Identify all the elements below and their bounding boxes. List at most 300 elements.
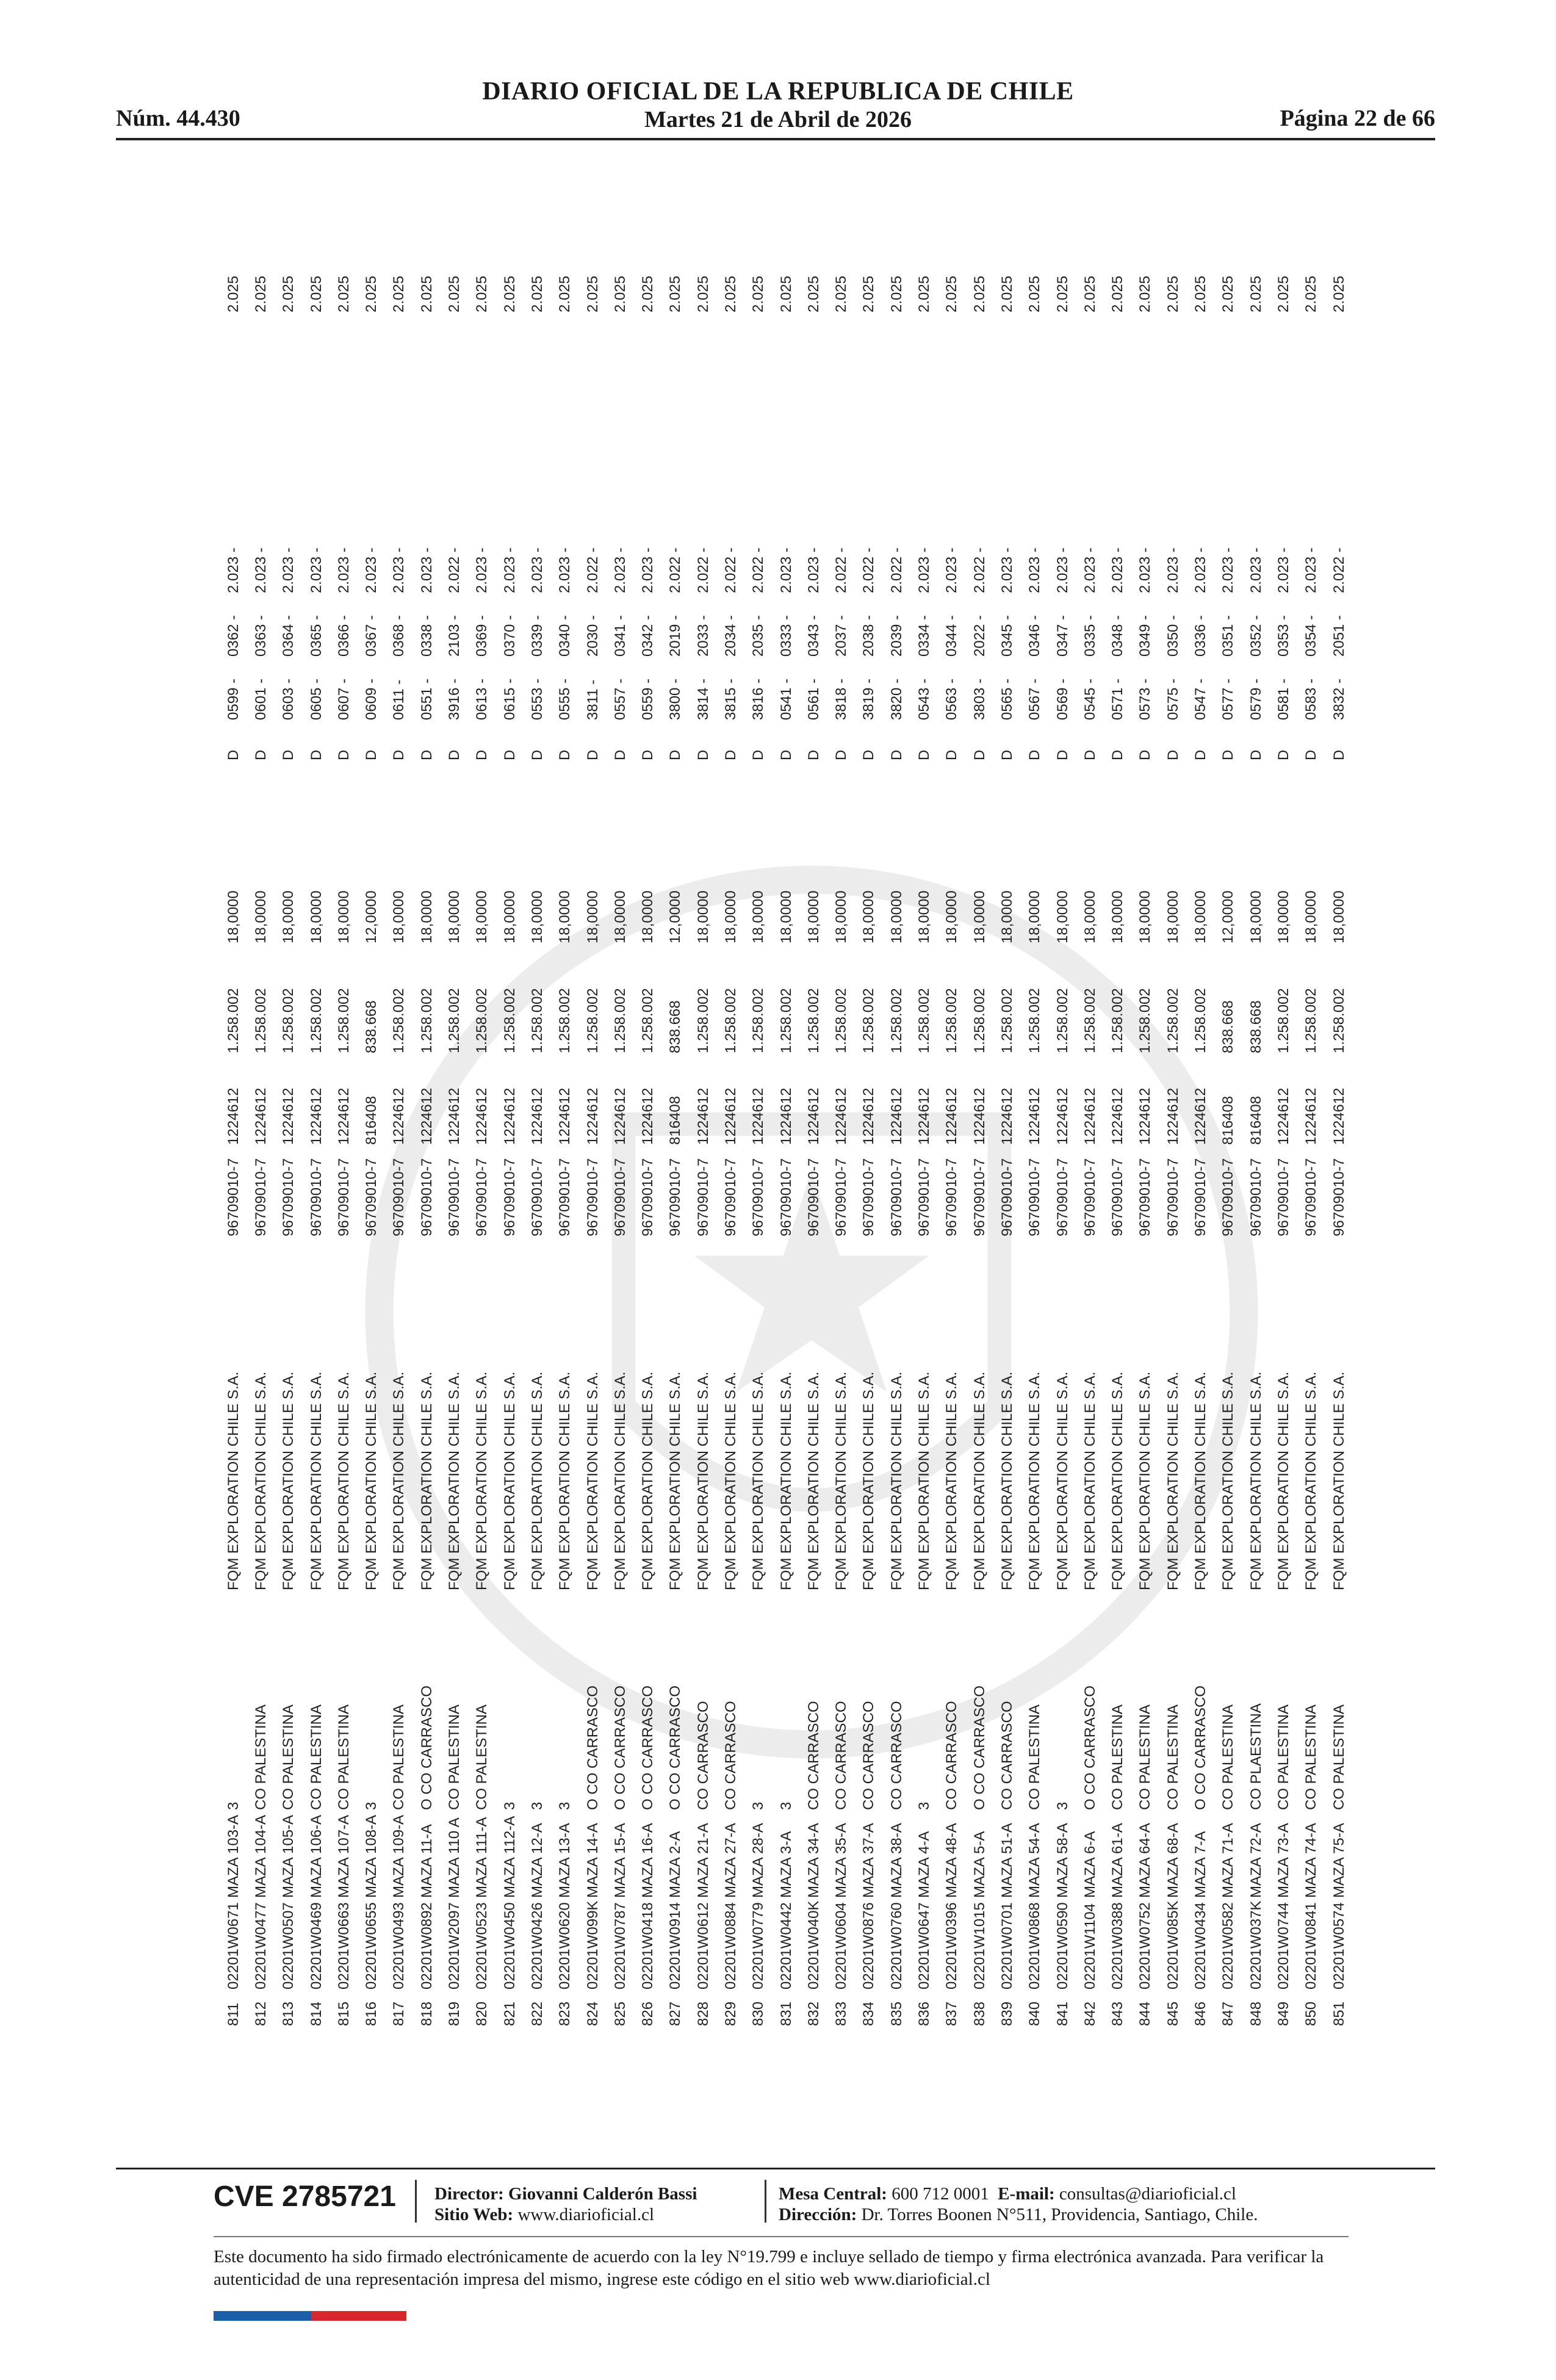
cell-location: O CO CARRASCO bbox=[971, 1685, 988, 1810]
cell-owner: FQM EXPLORATION CHILE S.A. bbox=[750, 1371, 767, 1590]
cell-location: CO PALESTINA bbox=[1026, 1704, 1043, 1810]
cell-location: 3 bbox=[1054, 1801, 1071, 1810]
cell-rol-code: 02201W0450 bbox=[501, 1902, 518, 1989]
cell-period-year: 2.022 - bbox=[584, 547, 601, 593]
cell-year: 2.025 bbox=[1247, 275, 1264, 312]
cell-year: 2.025 bbox=[694, 275, 711, 312]
cell-rol-code: 02201W0507 bbox=[280, 1902, 297, 1989]
cell-surface: 18,0000 bbox=[1081, 890, 1098, 943]
cell-amount: 1.258.002 bbox=[860, 988, 877, 1053]
cell-type: D bbox=[943, 749, 960, 760]
cell-concession-name: MAZA 21-A bbox=[694, 1823, 711, 1898]
cell-start-code: 0563 - bbox=[943, 678, 960, 720]
cell-row-number: 819 bbox=[446, 2001, 463, 2026]
cell-location: 3 bbox=[916, 1801, 933, 1810]
cell-rol-code: 02201W0388 bbox=[1109, 1902, 1126, 1989]
cell-rut: 96709010-7 bbox=[860, 1158, 877, 1236]
cell-year: 2.025 bbox=[998, 275, 1015, 312]
cell-owner: FQM EXPLORATION CHILE S.A. bbox=[391, 1371, 408, 1590]
cell-code: 1224612 bbox=[308, 1087, 325, 1145]
cell-location: CO PALESTINA bbox=[446, 1704, 463, 1810]
cell-rut: 96709010-7 bbox=[1247, 1158, 1264, 1236]
cell-rut: 96709010-7 bbox=[777, 1158, 794, 1236]
cell-row-number: 843 bbox=[1109, 2001, 1126, 2026]
table-row bbox=[607, 146, 634, 2026]
cell-amount: 1.258.002 bbox=[391, 988, 408, 1053]
cell-location: O CO CARRASCO bbox=[584, 1685, 601, 1810]
cell-rol-code: 02201W0647 bbox=[916, 1902, 933, 1989]
cell-start-code: 0541 - bbox=[777, 678, 794, 720]
publication-date: Martes 21 de Abril de 2026 bbox=[644, 107, 912, 132]
cell-rol-code: 02201W0477 bbox=[252, 1902, 269, 1989]
cell-year: 2.025 bbox=[528, 275, 546, 312]
cell-surface: 18,0000 bbox=[308, 890, 325, 943]
cell-concession-name: MAZA 109-A bbox=[391, 1814, 408, 1898]
legal-notice: Este documento ha sido firmado electrónicamente de acuerdo con la ley N°19.799 e incluye sellado de tiempo y firma electrónica avanzada. Para verificar la autenticidad de una representación impresa del mismo, ingrese este código en el sitio web www.diarioficial.cl bbox=[214, 2247, 1324, 2289]
cell-location: CO PALESTINA bbox=[335, 1704, 352, 1810]
cell-start-code: 0611 - bbox=[391, 679, 408, 720]
cell-location: 3 bbox=[501, 1801, 518, 1810]
cell-end-code: 0369 - bbox=[474, 615, 491, 657]
cell-surface: 18,0000 bbox=[888, 890, 905, 943]
table-row bbox=[910, 146, 938, 2026]
cell-rut: 96709010-7 bbox=[1109, 1158, 1126, 1236]
cell-rut: 96709010-7 bbox=[1192, 1158, 1209, 1236]
cell-surface: 18,0000 bbox=[501, 890, 518, 943]
cell-year: 2.025 bbox=[1220, 275, 1237, 312]
mesa-phone: 600 712 0001 bbox=[891, 2184, 989, 2204]
cell-rut: 96709010-7 bbox=[694, 1158, 711, 1236]
web-link[interactable]: www.diarioficial.cl bbox=[517, 2205, 655, 2224]
cell-rol-code: 02201W0434 bbox=[1192, 1902, 1209, 1989]
table-row bbox=[662, 146, 690, 2026]
cell-location: O CO CARRASCO bbox=[611, 1685, 629, 1810]
cell-period-year: 2.023 - bbox=[943, 547, 960, 593]
cell-period-year: 2.022 - bbox=[667, 547, 684, 593]
cell-type: D bbox=[528, 749, 546, 760]
cell-code: 1224612 bbox=[998, 1087, 1015, 1145]
cell-owner: FQM EXPLORATION CHILE S.A. bbox=[363, 1371, 380, 1590]
cell-amount: 1.258.002 bbox=[639, 988, 657, 1053]
cell-rol-code: 02201W0469 bbox=[308, 1902, 325, 1989]
cell-year: 2.025 bbox=[1137, 275, 1154, 312]
cell-rol-code: 02201W0655 bbox=[363, 1902, 380, 1989]
cell-type: D bbox=[1137, 749, 1154, 760]
cell-surface: 18,0000 bbox=[1303, 890, 1320, 943]
cell-owner: FQM EXPLORATION CHILE S.A. bbox=[584, 1371, 601, 1590]
table-row bbox=[1187, 146, 1214, 2026]
cell-code: 1224612 bbox=[1303, 1087, 1320, 1145]
cell-start-code: 0607 - bbox=[335, 678, 352, 720]
cell-period-year: 2.023 - bbox=[418, 547, 435, 593]
cell-amount: 838.668 bbox=[667, 1000, 684, 1053]
cell-location: O CO CARRASCO bbox=[418, 1685, 435, 1810]
cell-rut: 96709010-7 bbox=[391, 1158, 408, 1236]
cell-location: CO PALESTINA bbox=[308, 1704, 325, 1810]
cell-rol-code: 02201W085K bbox=[1164, 1900, 1181, 1989]
cell-amount: 838.668 bbox=[1220, 1000, 1237, 1053]
cell-rol-code: 02201W0752 bbox=[1137, 1902, 1154, 1989]
cell-period-year: 2.023 - bbox=[1081, 547, 1098, 593]
cell-start-code: 0543 - bbox=[916, 678, 933, 720]
cell-row-number: 842 bbox=[1081, 2001, 1098, 2026]
flag-stripe-red bbox=[311, 2311, 406, 2321]
cell-type: D bbox=[667, 749, 684, 760]
cell-row-number: 838 bbox=[971, 2001, 988, 2026]
cell-concession-name: MAZA 6-A bbox=[1081, 1831, 1098, 1898]
cell-surface: 18,0000 bbox=[750, 890, 767, 943]
cell-end-code: 0339 - bbox=[528, 615, 546, 657]
cell-year: 2.025 bbox=[1164, 275, 1181, 312]
cell-end-code: 2038 - bbox=[860, 615, 877, 657]
cell-rut: 96709010-7 bbox=[501, 1158, 518, 1236]
email-link[interactable]: consultas@diarioficial.cl bbox=[1059, 2184, 1236, 2204]
cell-start-code: 3832 - bbox=[1330, 678, 1347, 720]
cell-code: 1224612 bbox=[446, 1087, 463, 1145]
cell-owner: FQM EXPLORATION CHILE S.A. bbox=[335, 1371, 352, 1590]
cell-period-year: 2.023 - bbox=[308, 547, 325, 593]
cell-year: 2.025 bbox=[1026, 275, 1043, 312]
cell-concession-name: MAZA 64-A bbox=[1137, 1823, 1154, 1898]
cell-surface: 18,0000 bbox=[971, 890, 988, 943]
cell-owner: FQM EXPLORATION CHILE S.A. bbox=[833, 1371, 850, 1590]
cell-code: 1224612 bbox=[1192, 1087, 1209, 1145]
cell-amount: 1.258.002 bbox=[1081, 988, 1098, 1053]
cell-code: 1224612 bbox=[501, 1087, 518, 1145]
cell-code: 1224612 bbox=[474, 1087, 491, 1145]
cell-year: 2.025 bbox=[391, 275, 408, 312]
cell-period-year: 2.023 - bbox=[1026, 547, 1043, 593]
table-row bbox=[441, 146, 468, 2026]
cell-code: 1224612 bbox=[722, 1087, 739, 1145]
cell-year: 2.025 bbox=[252, 275, 269, 312]
cell-end-code: 2035 - bbox=[750, 615, 767, 657]
table-row bbox=[745, 146, 773, 2026]
cell-owner: FQM EXPLORATION CHILE S.A. bbox=[252, 1371, 269, 1590]
cell-type: D bbox=[1330, 749, 1347, 760]
cell-amount: 1.258.002 bbox=[474, 988, 491, 1053]
cell-type: D bbox=[611, 749, 629, 760]
cell-period-year: 2.023 - bbox=[556, 547, 574, 593]
cell-year: 2.025 bbox=[1109, 275, 1126, 312]
cell-owner: FQM EXPLORATION CHILE S.A. bbox=[694, 1371, 711, 1590]
cell-row-number: 825 bbox=[611, 2001, 629, 2026]
cell-rut: 96709010-7 bbox=[418, 1158, 435, 1236]
cell-row-number: 823 bbox=[556, 2001, 574, 2026]
cell-row-number: 836 bbox=[916, 2001, 933, 2026]
cell-rol-code: 02201W0612 bbox=[694, 1902, 711, 1989]
cell-amount: 838.668 bbox=[363, 1000, 380, 1053]
cell-code: 1224612 bbox=[639, 1087, 657, 1145]
cell-start-code: 0605 - bbox=[308, 678, 325, 720]
table-row bbox=[1049, 146, 1076, 2026]
table-row bbox=[1076, 146, 1104, 2026]
cell-period-year: 2.022 - bbox=[750, 547, 767, 593]
cell-owner: FQM EXPLORATION CHILE S.A. bbox=[280, 1371, 297, 1590]
cell-owner: FQM EXPLORATION CHILE S.A. bbox=[501, 1371, 518, 1590]
cell-end-code: 2051 - bbox=[1330, 615, 1347, 657]
cell-concession-name: MAZA 2-A bbox=[667, 1831, 684, 1898]
cell-end-code: 0350 - bbox=[1164, 615, 1181, 657]
cell-amount: 1.258.002 bbox=[750, 988, 767, 1053]
cell-rut: 96709010-7 bbox=[252, 1158, 269, 1236]
cell-rut: 96709010-7 bbox=[805, 1158, 822, 1236]
cell-end-code: 2030 - bbox=[584, 615, 601, 657]
cell-year: 2.025 bbox=[1081, 275, 1098, 312]
cell-year: 2.025 bbox=[943, 275, 960, 312]
table-row bbox=[220, 146, 247, 2026]
cell-surface: 18,0000 bbox=[998, 890, 1015, 943]
cell-start-code: 0557 - bbox=[611, 678, 629, 720]
cell-end-code: 2039 - bbox=[888, 615, 905, 657]
cell-concession-name: MAZA 37-A bbox=[860, 1823, 877, 1898]
cell-type: D bbox=[639, 749, 657, 760]
cell-type: D bbox=[805, 749, 822, 760]
cell-surface: 18,0000 bbox=[694, 890, 711, 943]
cell-surface: 18,0000 bbox=[418, 890, 435, 943]
cell-period-year: 2.022 - bbox=[971, 547, 988, 593]
cell-rut: 96709010-7 bbox=[916, 1158, 933, 1236]
cell-rol-code: 02201W0418 bbox=[639, 1902, 657, 1989]
cell-rut: 96709010-7 bbox=[971, 1158, 988, 1236]
cell-location: CO PALESTINA bbox=[1330, 1704, 1347, 1810]
table-row bbox=[552, 146, 579, 2026]
cell-owner: FQM EXPLORATION CHILE S.A. bbox=[860, 1371, 877, 1590]
cell-amount: 1.258.002 bbox=[943, 988, 960, 1053]
cell-start-code: 3803 - bbox=[971, 678, 988, 720]
table-row bbox=[800, 146, 827, 2026]
cell-owner: FQM EXPLORATION CHILE S.A. bbox=[1303, 1371, 1320, 1590]
cell-type: D bbox=[308, 749, 325, 760]
cell-surface: 12,0000 bbox=[667, 890, 684, 943]
cell-concession-name: MAZA 75-A bbox=[1330, 1823, 1347, 1898]
cell-rol-code: 02201W099K bbox=[584, 1900, 601, 1989]
cell-location: CO PALESTINA bbox=[1303, 1704, 1320, 1810]
table-row bbox=[938, 146, 966, 2026]
table-row bbox=[1242, 146, 1270, 2026]
cell-concession-name: MAZA 13-A bbox=[556, 1823, 574, 1898]
cell-rut: 96709010-7 bbox=[280, 1158, 297, 1236]
director-label: Director: bbox=[434, 2184, 504, 2204]
web-label: Sitio Web: bbox=[434, 2205, 514, 2224]
table-row bbox=[386, 146, 413, 2026]
cell-location: CO PALESTINA bbox=[1109, 1704, 1126, 1810]
cell-start-code: 0573 - bbox=[1137, 678, 1154, 720]
cell-period-year: 2.023 - bbox=[252, 547, 269, 593]
cell-row-number: 847 bbox=[1220, 2001, 1237, 2026]
cell-period-year: 2.022 - bbox=[694, 547, 711, 593]
cell-type: D bbox=[971, 749, 988, 760]
cell-type: D bbox=[888, 749, 905, 760]
cell-start-code: 0599 - bbox=[225, 678, 242, 720]
cell-location: CO PALESTINA bbox=[1220, 1704, 1237, 1810]
cell-year: 2.025 bbox=[335, 275, 352, 312]
cell-owner: FQM EXPLORATION CHILE S.A. bbox=[1137, 1371, 1154, 1590]
table-row bbox=[993, 146, 1021, 2026]
footer-divider bbox=[116, 2168, 1435, 2169]
cell-code: 1224612 bbox=[777, 1087, 794, 1145]
cell-concession-name: MAZA 105-A bbox=[280, 1814, 297, 1898]
cell-owner: FQM EXPLORATION CHILE S.A. bbox=[474, 1371, 491, 1590]
table-row bbox=[1325, 146, 1353, 2026]
cell-rut: 96709010-7 bbox=[225, 1158, 242, 1236]
cell-code: 1224612 bbox=[391, 1087, 408, 1145]
footer-separator bbox=[415, 2180, 417, 2223]
cell-start-code: 3916 - bbox=[446, 678, 463, 720]
cell-type: D bbox=[777, 749, 794, 760]
cell-rol-code: 02201W040K bbox=[805, 1900, 822, 1989]
cell-period-year: 2.022 - bbox=[446, 547, 463, 593]
cell-end-code: 0333 - bbox=[777, 615, 794, 657]
table-row bbox=[358, 146, 385, 2026]
cell-location: O CO CARRASCO bbox=[667, 1685, 684, 1810]
cell-row-number: 851 bbox=[1330, 2001, 1347, 2026]
cell-end-code: 0338 - bbox=[418, 615, 435, 657]
cell-end-code: 0366 - bbox=[335, 615, 352, 657]
cell-start-code: 0569 - bbox=[1054, 678, 1071, 720]
cell-year: 2.025 bbox=[308, 275, 325, 312]
table-row bbox=[828, 146, 855, 2026]
table-row bbox=[330, 146, 358, 2026]
cell-end-code: 2022 - bbox=[971, 615, 988, 657]
cell-code: 1224612 bbox=[418, 1087, 435, 1145]
cell-concession-name: MAZA 51-A bbox=[998, 1823, 1015, 1898]
cell-end-code: 0367 - bbox=[363, 615, 380, 657]
table-row bbox=[1270, 146, 1297, 2026]
cell-type: D bbox=[833, 749, 850, 760]
cell-period-year: 2.023 - bbox=[528, 547, 546, 593]
cell-rut: 96709010-7 bbox=[1164, 1158, 1181, 1236]
cell-concession-name: MAZA 5-A bbox=[971, 1831, 988, 1898]
cell-period-year: 2.023 - bbox=[363, 547, 380, 593]
cell-rol-code: 02201W0779 bbox=[750, 1902, 767, 1989]
cell-concession-name: MAZA 15-A bbox=[611, 1823, 629, 1898]
cell-location: CO CARRASCO bbox=[833, 1701, 850, 1810]
cell-end-code: 0335 - bbox=[1081, 615, 1098, 657]
cell-amount: 1.258.002 bbox=[722, 988, 739, 1053]
cell-owner: FQM EXPLORATION CHILE S.A. bbox=[916, 1371, 933, 1590]
cell-row-number: 821 bbox=[501, 2001, 518, 2026]
cell-code: 1224612 bbox=[694, 1087, 711, 1145]
cell-code: 1224612 bbox=[805, 1087, 822, 1145]
cell-amount: 1.258.002 bbox=[584, 988, 601, 1053]
cell-start-code: 0571 - bbox=[1109, 678, 1126, 720]
table-row bbox=[883, 146, 910, 2026]
cell-rut: 96709010-7 bbox=[1081, 1158, 1098, 1236]
cell-end-code: 0364 - bbox=[280, 615, 297, 657]
cell-row-number: 817 bbox=[391, 2001, 408, 2026]
cell-type: D bbox=[501, 749, 518, 760]
cell-rut: 96709010-7 bbox=[998, 1158, 1015, 1236]
cell-owner: FQM EXPLORATION CHILE S.A. bbox=[639, 1371, 657, 1590]
cell-row-number: 831 bbox=[777, 2001, 794, 2026]
cell-start-code: 3816 - bbox=[750, 678, 767, 720]
cell-period-year: 2.023 - bbox=[335, 547, 352, 593]
cell-period-year: 2.023 - bbox=[1303, 547, 1320, 593]
cell-rol-code: 02201W0582 bbox=[1220, 1902, 1237, 1989]
cell-code: 1224612 bbox=[1164, 1087, 1181, 1145]
cell-start-code: 0583 - bbox=[1303, 678, 1320, 720]
cell-code: 1224612 bbox=[252, 1087, 269, 1145]
table-row bbox=[303, 146, 330, 2026]
cell-amount: 1.258.002 bbox=[1275, 988, 1292, 1053]
cell-rut: 96709010-7 bbox=[446, 1158, 463, 1236]
cell-rol-code: 02201W0671 bbox=[225, 1902, 242, 1989]
cell-period-year: 2.023 - bbox=[1164, 547, 1181, 593]
cell-concession-name: MAZA 27-A bbox=[722, 1823, 739, 1898]
email-label: E-mail: bbox=[998, 2184, 1055, 2204]
table-row bbox=[690, 146, 717, 2026]
cell-start-code: 0613 - bbox=[474, 678, 491, 720]
cell-concession-name: MAZA 3-A bbox=[777, 1831, 794, 1898]
cell-owner: FQM EXPLORATION CHILE S.A. bbox=[888, 1371, 905, 1590]
cell-period-year: 2.023 - bbox=[916, 547, 933, 593]
cell-year: 2.025 bbox=[916, 275, 933, 312]
cell-amount: 1.258.002 bbox=[1164, 988, 1181, 1053]
cell-amount: 1.258.002 bbox=[1137, 988, 1154, 1053]
cell-start-code: 0615 - bbox=[501, 678, 518, 720]
cell-end-code: 0349 - bbox=[1137, 615, 1154, 657]
cell-code: 1224612 bbox=[860, 1087, 877, 1145]
cell-concession-name: MAZA 14-A bbox=[584, 1823, 601, 1898]
cell-owner: FQM EXPLORATION CHILE S.A. bbox=[667, 1371, 684, 1590]
cell-start-code: 0579 - bbox=[1247, 678, 1264, 720]
address-label: Dirección: bbox=[779, 2205, 857, 2224]
cell-code: 1224612 bbox=[1081, 1087, 1098, 1145]
cell-rut: 96709010-7 bbox=[474, 1158, 491, 1236]
cell-year: 2.025 bbox=[860, 275, 877, 312]
cell-end-code: 0336 - bbox=[1192, 615, 1209, 657]
cell-surface: 18,0000 bbox=[1164, 890, 1181, 943]
cell-rol-code: 02201W0663 bbox=[335, 1902, 352, 1989]
cell-concession-name: MAZA 61-A bbox=[1109, 1823, 1126, 1898]
cell-amount: 1.258.002 bbox=[308, 988, 325, 1053]
cell-amount: 1.258.002 bbox=[833, 988, 850, 1053]
table-row bbox=[524, 146, 551, 2026]
cell-year: 2.025 bbox=[363, 275, 380, 312]
cell-rol-code: 02201W0841 bbox=[1303, 1902, 1320, 1989]
cell-surface: 12,0000 bbox=[363, 890, 380, 943]
cell-code: 1224612 bbox=[1137, 1087, 1154, 1145]
cell-concession-name: MAZA 104-A bbox=[252, 1814, 269, 1898]
cell-amount: 1.258.002 bbox=[418, 988, 435, 1053]
cell-rut: 96709010-7 bbox=[335, 1158, 352, 1236]
cell-location: CO CARRASCO bbox=[998, 1701, 1015, 1810]
cell-end-code: 0362 - bbox=[225, 615, 242, 657]
table-row bbox=[1215, 146, 1242, 2026]
cell-concession-name: MAZA 54-A bbox=[1026, 1823, 1043, 1898]
cell-surface: 18,0000 bbox=[1275, 890, 1292, 943]
table-row bbox=[855, 146, 883, 2026]
cell-location: O CO CARRASCO bbox=[1192, 1685, 1209, 1810]
cell-code: 1224612 bbox=[584, 1087, 601, 1145]
cell-year: 2.025 bbox=[1330, 275, 1347, 312]
cell-row-number: 833 bbox=[833, 2001, 850, 2026]
cell-end-code: 0344 - bbox=[943, 615, 960, 657]
cell-concession-name: MAZA 68-A bbox=[1164, 1823, 1181, 1898]
cell-row-number: 828 bbox=[694, 2001, 711, 2026]
cell-code: 1224612 bbox=[225, 1087, 242, 1145]
flag-stripe-blue bbox=[214, 2311, 311, 2321]
cell-amount: 1.258.002 bbox=[694, 988, 711, 1053]
cell-location: CO PALESTINA bbox=[280, 1704, 297, 1810]
cell-location: CO PALESTINA bbox=[1275, 1704, 1292, 1810]
cell-row-number: 832 bbox=[805, 2001, 822, 2026]
cell-surface: 18,0000 bbox=[1054, 890, 1071, 943]
cell-amount: 1.258.002 bbox=[916, 988, 933, 1053]
table-row bbox=[717, 146, 744, 2026]
cell-end-code: 0368 - bbox=[391, 615, 408, 657]
